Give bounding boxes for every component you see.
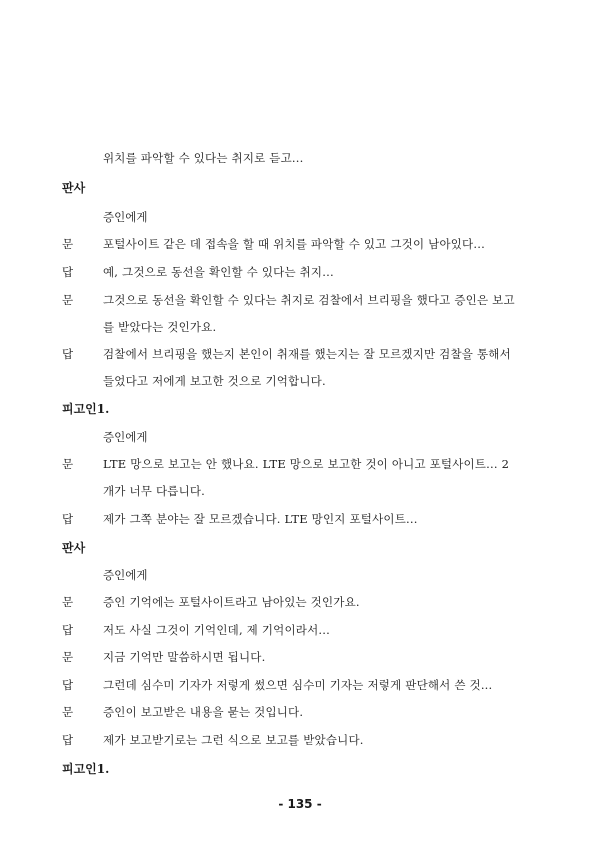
transcript-text: 지금 기억만 말씀하시면 됩니다. (103, 650, 266, 664)
transcript-text: 예, 그것으로 동선을 확인할 수 있다는 취지... (103, 265, 334, 279)
speaker-label: 피고인1. (62, 402, 110, 416)
answer-marker: 답 (62, 347, 74, 361)
answer-marker: 답 (62, 678, 74, 692)
transcript-text: 그런데 심수미 기자가 저렇게 썼으면 심수미 기자는 저렇게 판단해서 쓴 것... (103, 678, 493, 692)
transcript-text: 위치를 파악할 수 있다는 취지로 듣고... (103, 151, 304, 165)
transcript-text: 저도 사실 그것이 기억인데, 제 기억이라서... (103, 623, 330, 637)
transcript-text: 그것으로 동선을 확인할 수 있다는 취지로 검찰에서 브리핑을 했다고 증인은 보고 (103, 293, 515, 307)
question-marker: 문 (62, 650, 74, 664)
transcript-text: 를 받았다는 것인가요. (103, 320, 217, 334)
question-marker: 문 (62, 237, 74, 251)
transcript-text: 검찰에서 브리핑을 했는지 본인이 취재를 했는지는 잘 모르겠지만 검찰을 통해서 (103, 347, 511, 361)
question-marker: 문 (62, 293, 74, 307)
addressee-label: 증인에게 (103, 430, 148, 444)
question-marker: 문 (62, 457, 74, 471)
transcript-text: 들었다고 저에게 보고한 것으로 기억합니다. (103, 374, 326, 388)
transcript-text: LTE 망으로 보고는 안 했나요. LTE 망으로 보고한 것이 아니고 포털사이트... 2 (103, 457, 510, 471)
transcript-text: 개가 너무 다릅니다. (103, 484, 206, 498)
answer-marker: 답 (62, 512, 74, 526)
speaker-label: 피고인1. (62, 762, 110, 776)
answer-marker: 답 (62, 265, 74, 279)
speaker-label: 판사 (62, 181, 86, 195)
question-marker: 문 (62, 705, 74, 719)
addressee-label: 증인에게 (103, 568, 148, 582)
transcript-text: 포털사이트 같은 데 접속을 할 때 위치를 파악할 수 있고 그것이 남아있다... (103, 237, 485, 251)
question-marker: 문 (62, 595, 74, 609)
addressee-label: 증인에게 (103, 210, 148, 224)
page-number: - 135 - (278, 797, 322, 811)
answer-marker: 답 (62, 623, 74, 637)
transcript-text: 증인 기억에는 포털사이트라고 남아있는 것인가요. (103, 595, 360, 609)
answer-marker: 답 (62, 733, 74, 747)
transcript-text: 증인이 보고받은 내용을 묻는 것입니다. (103, 705, 304, 719)
transcript-text: 제가 그쪽 분야는 잘 모르겠습니다. LTE 망인지 포털사이트... (103, 512, 418, 526)
speaker-label: 판사 (62, 541, 86, 555)
transcript-text: 제가 보고받기로는 그런 식으로 보고를 받았습니다. (103, 733, 364, 747)
